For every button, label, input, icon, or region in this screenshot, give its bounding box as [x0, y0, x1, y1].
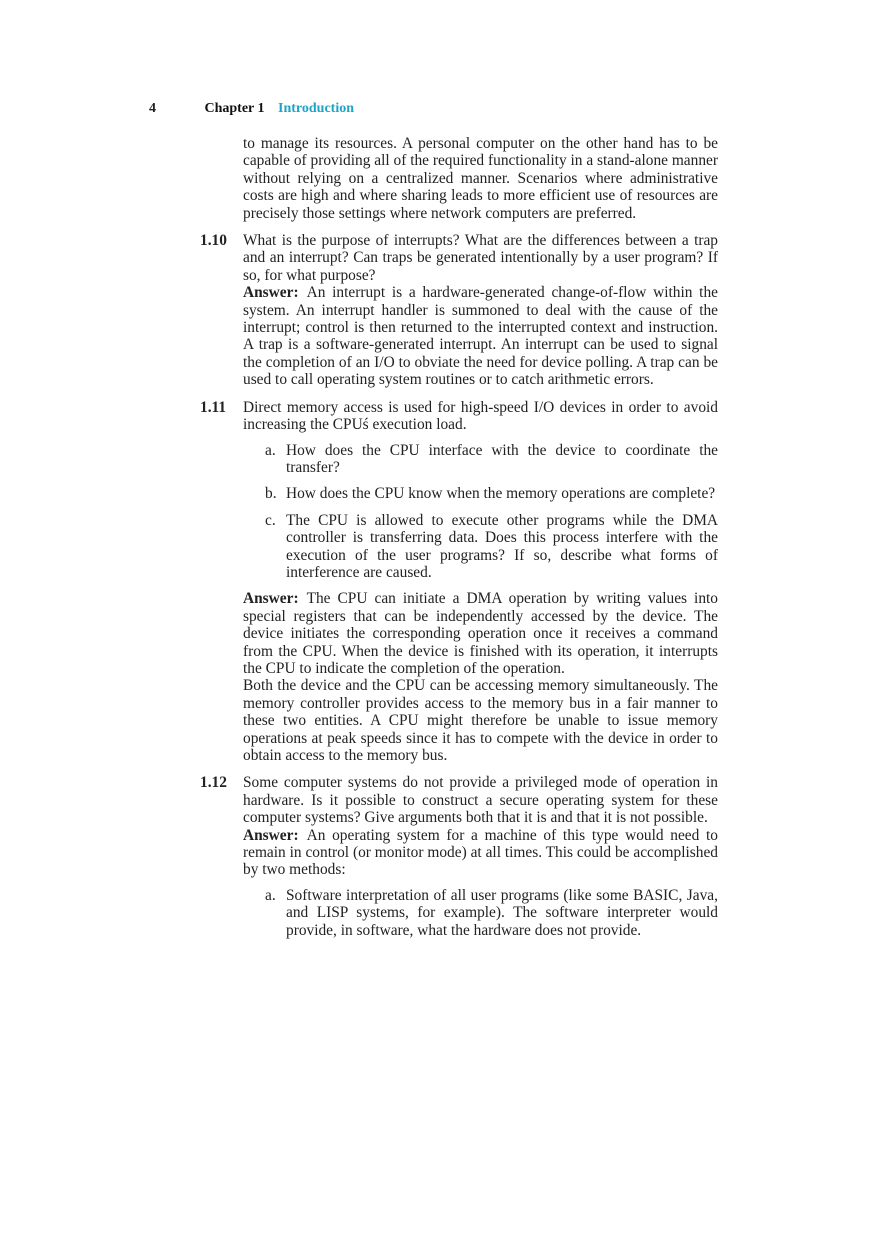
list-item-label: b.: [265, 485, 277, 503]
list-item-label: a.: [265, 886, 276, 904]
chapter-label: Chapter 1: [204, 101, 265, 116]
list-item: [265, 485, 718, 503]
question-text: Direct memory access is used for high-speed I/O devices in order to avoid increasing the CPUś execution load.: [243, 398, 718, 434]
answer-continuation: Both the device and the CPU can be accessing memory simultaneously. The memory controller provides access to the memory bus in a fair manner to these two entities. A CPU might therefore be unable to issue memory operations at peak speeds since it has to compete with the device in order to obtain access to the memory bus.: [243, 677, 718, 764]
list-item-text: How does the CPU interface with the device to coordinate the transfer?: [286, 441, 718, 476]
answer-text: An operating system for a machine of this type would need to remain in control (or monitor mode) at all times. This could be accomplished by two methods:: [243, 826, 718, 879]
answer-label: Answer:: [243, 590, 299, 608]
question-1-12: [200, 774, 718, 939]
question-1-10: [200, 232, 718, 389]
question-1-11: [200, 399, 718, 765]
list-item-label: c.: [265, 511, 276, 529]
list-item-text: The CPU is allowed to execute other programs while the DMA controller is transferring data. Does this process interfere with the execution of the user programs? If so, describe what forms of interference are caused.: [286, 511, 718, 581]
question-text: What is the purpose of interrupts? What are the differences between a trap and an interrupt? Can traps be generated intentionally by a user program? If so, for what purpose?: [243, 232, 718, 284]
page-header: [149, 100, 354, 118]
answer-paragraph: [243, 284, 718, 388]
question-number: 1.11: [200, 398, 227, 416]
method-list: [243, 887, 718, 939]
sub-question-list: [243, 442, 718, 582]
question-text: Some computer systems do not provide a privileged mode of operation in hardware. Is it possible to construct a secure operating system for these computer systems? Give arguments both that it is and that it is not possible.: [243, 774, 718, 827]
answer-text: The CPU can initiate a DMA operation by writing values into special registers that can be independently accessed by the device. The device initiates the corresponding operation once it receives a command from the CPU. When the device is finished with its operation, it interrupts the CPU to indicate the completion of the operation.: [243, 590, 718, 677]
list-item-text: Software interpretation of all user programs (like some BASIC, Java, and LISP systems, for example). The software interpreter would provide, in software, what the hardware does not provide.: [286, 886, 718, 939]
answer-paragraph: [243, 590, 718, 677]
list-item: [265, 886, 718, 939]
answer-text: An interrupt is a hardware-generated change-of-flow within the system. An interrupt handler is summoned to deal with the cause of the interrupt; control is then returned to the interrupted context and instruction. A trap is a software-generated interrupt. An interrupt can be used to signal the completion of an I/O to obviate the need for device polling. A trap can be used to call operating system routines or to catch arithmetic errors.: [243, 284, 718, 389]
list-item: [265, 441, 718, 477]
answer-paragraph: [243, 827, 718, 879]
intro-paragraph: to manage its resources. A personal computer on the other hand has to be capable of providing all of the required functionality in a stand-alone manner without relying on a centralized manner. Scenarios where administrative costs are high and where sharing leads to more efficient use of resources are precisely those settings where network computers are preferred.: [243, 135, 718, 222]
chapter-title: Introduction: [278, 101, 355, 116]
answer-label: Answer:: [243, 826, 299, 844]
list-item-label: a.: [265, 441, 276, 459]
question-number: 1.12: [200, 774, 227, 792]
page-body: [200, 135, 718, 948]
page-number: 4: [149, 101, 156, 116]
list-item-text: How does the CPU know when the memory operations are complete?: [286, 485, 716, 503]
list-item: [265, 511, 718, 582]
answer-label: Answer:: [243, 284, 299, 302]
question-number: 1.10: [200, 232, 227, 250]
